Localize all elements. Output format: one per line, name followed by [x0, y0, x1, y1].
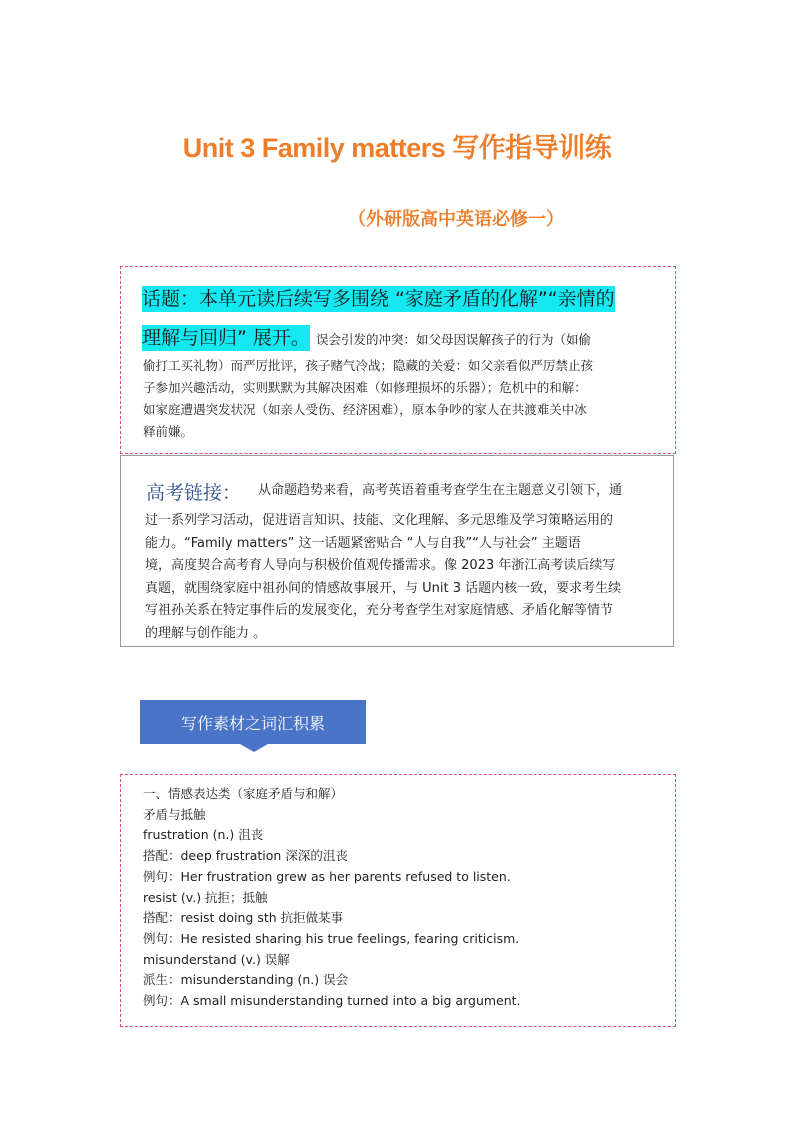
topic-text-line: 释前嫌。	[143, 424, 194, 439]
exam-first-line: 从命题趋势来看，高考英语着重考查学生在主题意义引领下，通	[258, 483, 623, 498]
topic-text-line: 偷打工买礼物）而严厉批评，孩子赌气冷战；隐藏的关爱：如父亲看似严厉禁止孩	[143, 358, 594, 373]
vocab-line: 例句：A small misunderstanding turned into a big argument.	[143, 993, 521, 1009]
topic-highlight-2: 理解与回归” 展开。	[142, 327, 310, 349]
topic-text-line: 子参加兴趣活动，实则默默为其解决困难（如修理损坏的乐器）；危机中的和解：	[143, 380, 587, 395]
topic-highlight-1: 话题：本单元读后续写多围绕 “家庭矛盾的化解”“亲情的	[142, 288, 615, 310]
vocab-line: 一、情感表达类（家庭矛盾与和解）	[143, 786, 344, 801]
exam-link-label: 高考链接：	[146, 482, 242, 504]
vocab-list	[143, 784, 663, 1012]
exam-paragraph	[145, 510, 660, 645]
topic-text-line: 如家庭遭遇突发状况（如亲人受伤、经济困难），原本争吵的家人在共渡难关中冰	[143, 402, 587, 417]
topic-line-2-rest: 误会引发的冲突：如父母因误解孩子的行为（如偷	[315, 332, 591, 347]
exam-text-line: 写祖孙关系在特定事件后的发展变化，充分考查学生对家庭情感、矛盾化解等情节	[145, 603, 614, 618]
document-subtitle: （外研版高中英语必修一）	[348, 209, 564, 230]
document-title: Unit 3 Family matters 写作指导训练	[182, 133, 612, 163]
exam-text-line: 过一系列学习活动，促进语言知识、技能、文化理解、多元思维及学习策略运用的	[145, 513, 614, 528]
vocab-line: frustration (n.) 沮丧	[143, 827, 264, 843]
vocab-line: 矛盾与抵触	[143, 806, 206, 822]
exam-text-line: 的理解与创作能力 。	[145, 625, 267, 641]
banner-arrow	[240, 744, 268, 752]
vocab-line: 例句：He resisted sharing his true feelings, fearing criticism.	[143, 930, 520, 946]
exam-text-line: 境，高度契合高考育人导向与积极价值观传播需求。像 2023 年浙江高考读后续写	[145, 558, 616, 573]
topic-paragraph	[143, 355, 663, 443]
vocab-line: 例句：Her frustration grew as her parents refused to listen.	[143, 868, 511, 884]
vocab-line: resist (v.) 抗拒；抵触	[143, 889, 268, 905]
vocab-line: 搭配：deep frustration 深深的沮丧	[143, 848, 348, 864]
vocab-line: misunderstand (v.) 误解	[143, 951, 290, 967]
topic-line-2	[142, 323, 591, 350]
exam-text-line: 真题，就围绕家庭中祖孙间的情感故事展开，与 Unit 3 话题内核一致，要求考生续	[145, 580, 622, 596]
vocab-section-banner: 写作素材之词汇积累	[140, 700, 366, 744]
exam-text-line: 能力。“Family matters” 这一话题紧密贴合 “人与自我”“人与社会” 主题语	[145, 535, 581, 551]
vocab-line: 搭配：resist doing sth 抗拒做某事	[143, 910, 344, 926]
vocab-line: 派生：misunderstanding (n.) 误会	[143, 972, 349, 988]
topic-line-1	[142, 284, 615, 311]
